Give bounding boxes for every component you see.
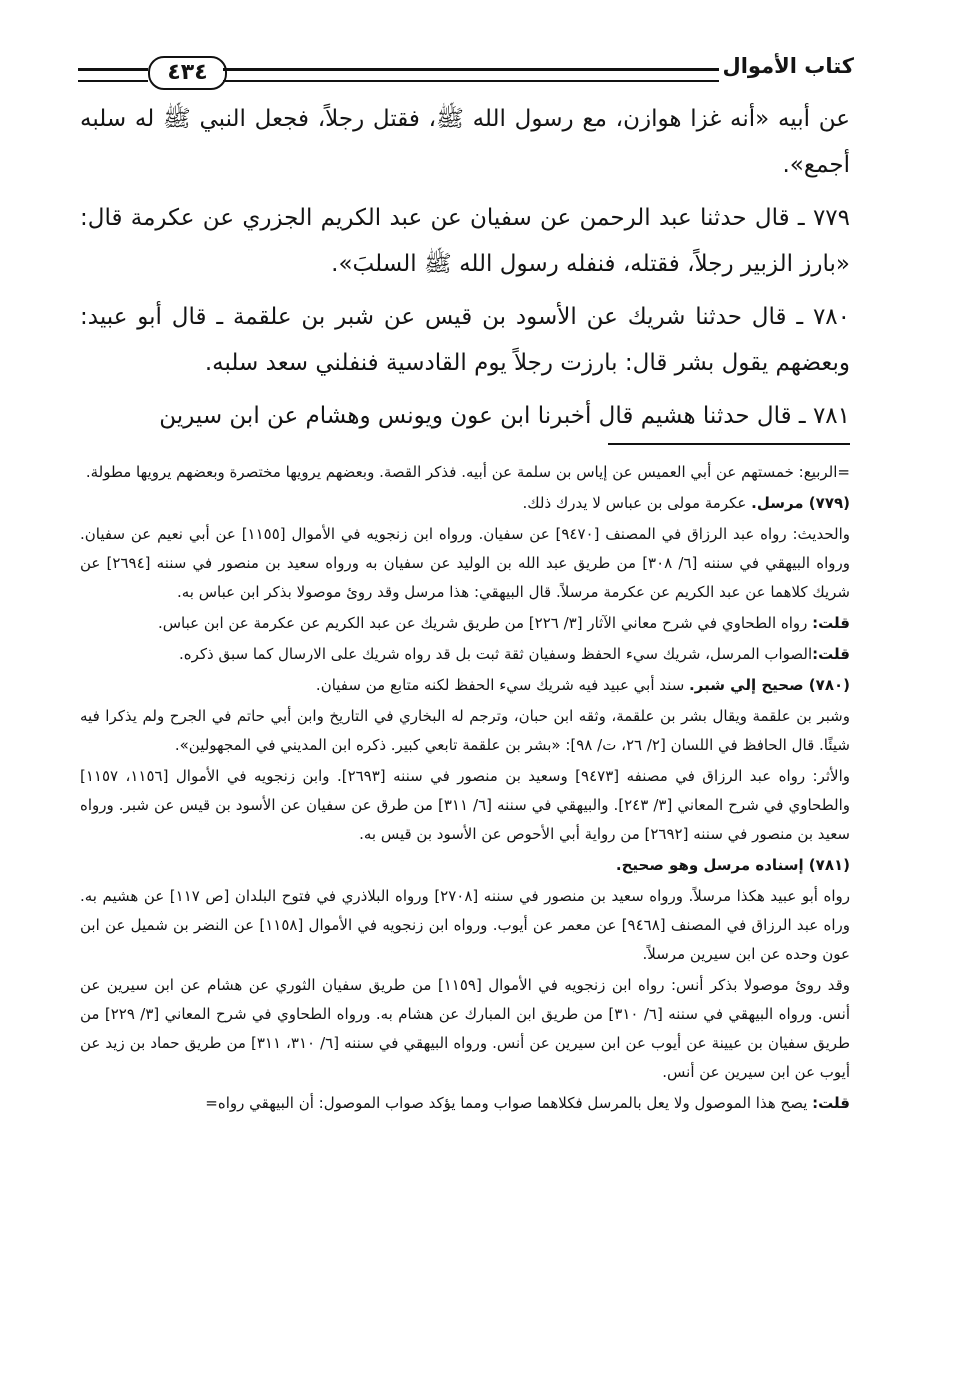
main-paragraph-781: ٧٨١ ـ قال حدثنا هشيم قال أخبرنا ابن عون ويونس وهشام عن ابن سيرين [159, 403, 850, 429]
footnote-paragraph [80, 640, 850, 669]
footnote-paragraph: وشبر بن علقمة ويقال بشر بن علقمة، وثقه ابن حبان، وترجم له البخاري في التاريخ وابن أبي حاتم في الجرح ولم يذكرا فيه شيئًا. قال الحافظ في اللسان [٢/ ٢٦، ت/ ٩٨]: «بشر بن علقمة تابعي كبير. ذكره ابن المديني في المجهولين». [80, 707, 850, 754]
footnote-label: (٧٧٩) مرسل. [751, 494, 850, 512]
main-paragraph-780: ٧٨٠ ـ قال حدثنا شريك عن الأسود بن قيس عن شبر بن علقمة ـ قال أبو عبيد: وبعضهم يقول بشر قال: بارزت رجلاً يوم القادسية فنفلني سعد سلبه. [80, 304, 850, 376]
main-paragraph: عن أبيه «أنه غزا هوازن، مع رسول الله ﷺ، فقتل رجلاً، فجعل النبي ﷺ له سلبه أجمع». [80, 106, 850, 178]
header-rule [223, 68, 719, 82]
footnote-label: قلت: [812, 1094, 850, 1112]
footnote-label: (٧٨٠) صحيح إلي شبر. [689, 676, 850, 694]
footnote-paragraph: وقد روئ موصولا بذكر أنس: رواه ابن زنجويه في الأموال [١١٥٩] من طريق سفيان الثوري عن هشام عن ابن سيرين عن أنس. ورواه البيهقي في سننه [٦/ ٣١٠] من طريق ابن المبارك عن هشام به. ورواه الطحاوي في شرح المعاني [٣/ ٢٢٩] من طريق سفيان بن عيينة عن أيوب عن ابن سيرين عن أنس. ورواه البيهقي في سننه [٦/ ٣١٠، ٣١١] من طريق حماد بن زيد عن أيوب عن ابن سيرين عن أنس. [80, 976, 851, 1081]
footnote-label: (٧٨١) إسناده مرسل وهو صحيح. [615, 856, 850, 874]
footnote-label: قلت: [812, 614, 850, 632]
main-text [80, 96, 850, 446]
header-rule-left [78, 68, 148, 82]
footnote-paragraph: رواه أبو عبيد هكذا مرسلاً. ورواه سعيد بن منصور في سننه [٢٧٠٨] ورواه البلاذري في فتوح البلدان [ص ١١٧] عن هشيم به. وراه عبد الرزاق في المصنف [٩٤٦٨] عن معمر عن أيوب. ورواه ابن زنجويه في الأموال [١١٥٨] عن النضر بن شميل عن ابن عون وحده عن ابن سيرين مرسلاً. [80, 887, 850, 963]
footnote-text: سند أبي عبيد فيه شريك سيء الحفظ لكنه متابع من سفيان. [315, 676, 690, 694]
footnotes [80, 458, 850, 1120]
page-header [78, 50, 854, 92]
main-paragraph-779: ٧٧٩ ـ قال حدثنا عبد الرحمن عن سفيان عن عبد الكريم الجزري عن عكرمة قال: «بارز الزبير رجلاً، فقتله، فنفله رسول الله ﷺ السلبَ». [80, 205, 850, 277]
footnote-text: الصواب المرسل، شريك سيء الحفظ وسفيان ثقة ثبت بل قد رواه شريك على الارسال كما سبق ذكره. [178, 645, 813, 663]
footnote-779 [80, 489, 850, 518]
footnote-text: رواه الطحاوي في شرح معاني الآثار [٣/ ٢٢٦] من طريق شريك عن عبد الكريم عن عكرمة عن ابن عباس. [157, 614, 813, 632]
footnote-780 [80, 671, 850, 700]
footnote-label: قلت: [812, 645, 850, 663]
footnote-text: يصح هذا الموصول ولا يعل بالمرسل فكلاهما صواب ومما يؤكد صواب الموصول: أن البيهقي رواه= [205, 1094, 813, 1112]
footnote-continuation: =الربيع: خمستهم عن أبي العميس عن إياس بن سلمة عن أبيه. فذكر القصة. وبعضهم يرويها مختصرة وبعضهم يرويها مطولة. [85, 463, 850, 481]
page-number: ٤٣٤ [148, 56, 227, 90]
footnote-paragraph [80, 1089, 850, 1118]
footnote-text: عكرمة مولى بن عباس لا يدرك ذلك. [522, 494, 752, 512]
footnote-paragraph: والحديث: رواه عبد الرزاق في المصنف [٩٤٧٠] عن سفيان. ورواه ابن زنجويه في الأموال [١١٥٥] عن أبي نعيم عن سفيان. ورواه البيهقي في سننه [٦/ ٣٠٨] من طريق عبد الله بن الوليد عن سفيان به ورواه سعيد بن منصور في سننه [٢٦٩٤] عن شريك كلاهما عن عبد الكريم عن عكرمة مرسلاً. قال البيهقي: هذا مرسل وقد روئ موصولا بذكر ابن عباس به. [80, 525, 850, 601]
book-title: كتاب الأموال [722, 54, 854, 78]
footnote-divider [608, 443, 850, 445]
footnote-paragraph: والأثر: رواه عبد الرزاق في مصنفه [٩٤٧٣] وسعيد بن منصور في سننه [٢٦٩٣]. وابن زنجويه في الأموال [١١٥٦، ١١٥٧] والطحاوي في شرح المعاني [٣/ ٢٤٣]. والبيهقي في سننه [٦/ ٣١١] من طرق عن سفيان عن الأسود بن قيس عن شبر. ورواه سعيد بن منصور في سننه [٢٦٩٢] من رواية أبي الأحوص عن الأسود بن قيس به. [80, 767, 851, 843]
footnote-781 [80, 851, 850, 880]
footnote-paragraph [80, 609, 850, 638]
